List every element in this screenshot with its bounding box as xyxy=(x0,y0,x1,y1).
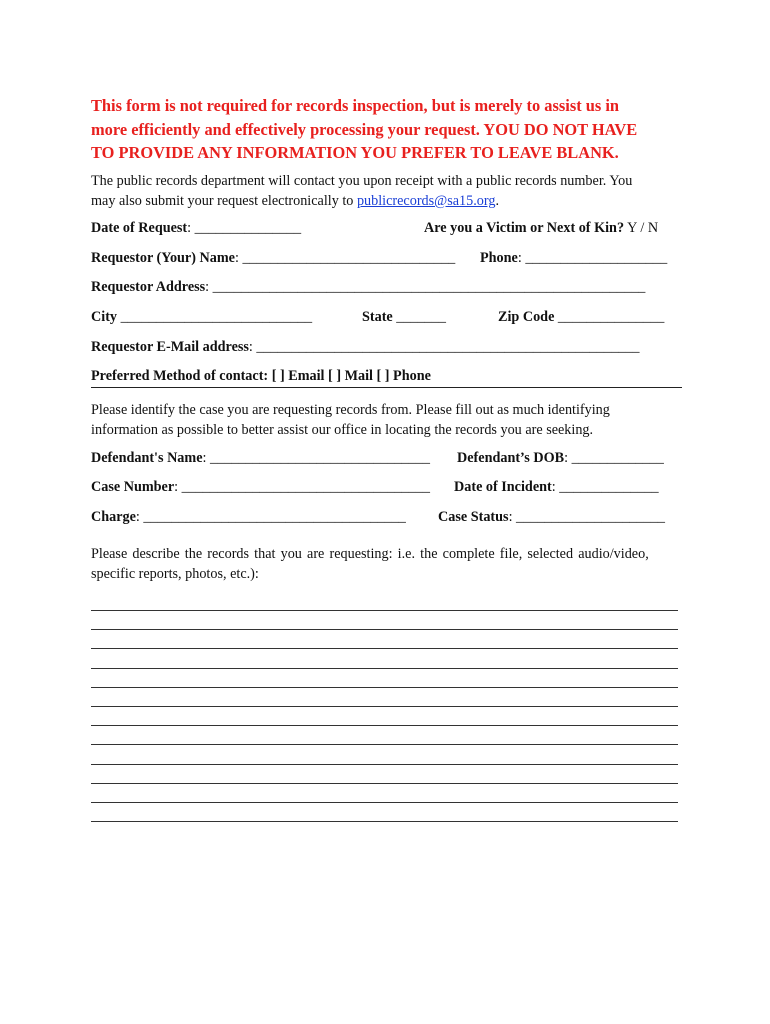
requestor-email-label: Requestor E-Mail address xyxy=(91,339,249,355)
records-prompt-line-2: specific reports, photos, etc.): xyxy=(91,566,259,582)
notice-line-1: This form is not required for records inspection, but is merely to assist us in xyxy=(91,96,620,115)
email-link[interactable]: publicrecords@sa15.org xyxy=(356,193,496,209)
description-line[interactable] xyxy=(91,802,678,803)
case-number-label: Case Number xyxy=(91,479,175,495)
case-number-blank[interactable]: : ___________________________________ xyxy=(174,479,430,495)
phone-blank[interactable]: : ____________________ xyxy=(517,250,668,266)
date-of-incident-blank[interactable]: : ______________ xyxy=(551,479,659,495)
defendant-dob-label: Defendant’s DOB xyxy=(457,450,565,466)
victim-options[interactable]: Y / N xyxy=(624,220,659,236)
charge-blank[interactable]: : _____________________________________ xyxy=(135,509,406,525)
preferred-contact-options[interactable]: : [ ] Email [ ] Mail [ ] Phone xyxy=(263,368,431,384)
zip-code-blank[interactable]: _______________ xyxy=(554,309,665,325)
notice-line-3: TO PROVIDE ANY INFORMATION YOU PREFER TO LEAVE BLANK. xyxy=(91,143,619,162)
requestor-name-blank[interactable]: : ______________________________ xyxy=(234,250,456,266)
state-field[interactable] xyxy=(362,309,446,326)
description-line[interactable] xyxy=(91,744,678,745)
description-line[interactable] xyxy=(91,725,678,726)
section-divider xyxy=(91,387,682,388)
state-label: State xyxy=(362,309,393,325)
city-label: City xyxy=(91,309,118,325)
date-of-request-blank[interactable]: : _______________ xyxy=(187,220,302,236)
records-prompt xyxy=(91,544,691,584)
defendant-name-blank[interactable]: : _______________________________ xyxy=(202,450,430,466)
description-line[interactable] xyxy=(91,610,678,611)
description-line[interactable] xyxy=(91,629,678,630)
phone-label: Phone xyxy=(480,250,518,266)
case-intro-line-1: Please identify the case you are requesting records from. Please fill out as much identifying xyxy=(91,402,610,418)
defendant-name-field[interactable] xyxy=(91,450,430,467)
notice-heading xyxy=(91,94,691,165)
description-line[interactable] xyxy=(91,821,678,822)
description-line[interactable] xyxy=(91,648,678,649)
requestor-email-field[interactable] xyxy=(91,339,639,356)
intro-line-2 xyxy=(91,191,691,211)
case-status-field[interactable] xyxy=(438,509,665,526)
records-prompt-line-1: Please describe the records that you are requesting: i.e. the complete file, selected audio/video, xyxy=(91,546,649,562)
date-of-incident-label: Date of Incident xyxy=(454,479,552,495)
defendant-dob-field[interactable] xyxy=(457,450,664,467)
case-number-field[interactable] xyxy=(91,479,430,496)
requestor-name-label: Requestor (Your) Name xyxy=(91,250,235,266)
case-intro-line-2: information as possible to better assist our office in locating the records you are seeking. xyxy=(91,422,594,438)
charge-label: Charge xyxy=(91,509,136,525)
date-of-request-label: Date of Request xyxy=(91,220,188,236)
case-status-blank[interactable]: : _____________________ xyxy=(508,509,666,525)
requestor-address-field[interactable] xyxy=(91,279,645,296)
phone-field[interactable] xyxy=(480,250,667,267)
requestor-address-label: Requestor Address xyxy=(91,279,206,295)
description-line[interactable] xyxy=(91,706,678,707)
description-line[interactable] xyxy=(91,687,678,688)
date-of-request-field[interactable] xyxy=(91,220,301,237)
charge-field[interactable] xyxy=(91,509,406,526)
requestor-address-blank[interactable]: : _____________________________________________________________ xyxy=(205,279,646,295)
case-intro-paragraph xyxy=(91,400,691,440)
intro-line-1: The public records department will contact you upon receipt with a public records number. You xyxy=(91,173,633,189)
victim-field[interactable] xyxy=(424,220,658,237)
description-line[interactable] xyxy=(91,764,678,765)
state-blank[interactable]: _______ xyxy=(392,309,446,325)
preferred-contact-field[interactable] xyxy=(91,368,431,385)
requestor-email-blank[interactable]: : ______________________________________________________ xyxy=(248,339,640,355)
description-line[interactable] xyxy=(91,668,678,669)
preferred-contact-label: Preferred Method of contact xyxy=(91,368,264,384)
city-field[interactable] xyxy=(91,309,312,326)
zip-code-field[interactable] xyxy=(498,309,664,326)
victim-label: Are you a Victim or Next of Kin? xyxy=(424,220,625,236)
date-of-incident-field[interactable] xyxy=(454,479,659,496)
defendant-name-label: Defendant's Name xyxy=(91,450,203,466)
requestor-name-field[interactable] xyxy=(91,250,455,267)
intro-line-2-suffix: . xyxy=(495,193,499,209)
notice-line-2: more efficiently and effectively processing your request. YOU DO NOT HAVE xyxy=(91,119,638,139)
intro-paragraph xyxy=(91,171,691,211)
case-status-label: Case Status xyxy=(438,509,509,525)
zip-code-label: Zip Code xyxy=(498,309,555,325)
city-blank[interactable]: ___________________________ xyxy=(117,309,313,325)
description-line[interactable] xyxy=(91,783,678,784)
intro-line-2-prefix: may also submit your request electronically to xyxy=(91,193,357,209)
defendant-dob-blank[interactable]: : _____________ xyxy=(564,450,664,466)
